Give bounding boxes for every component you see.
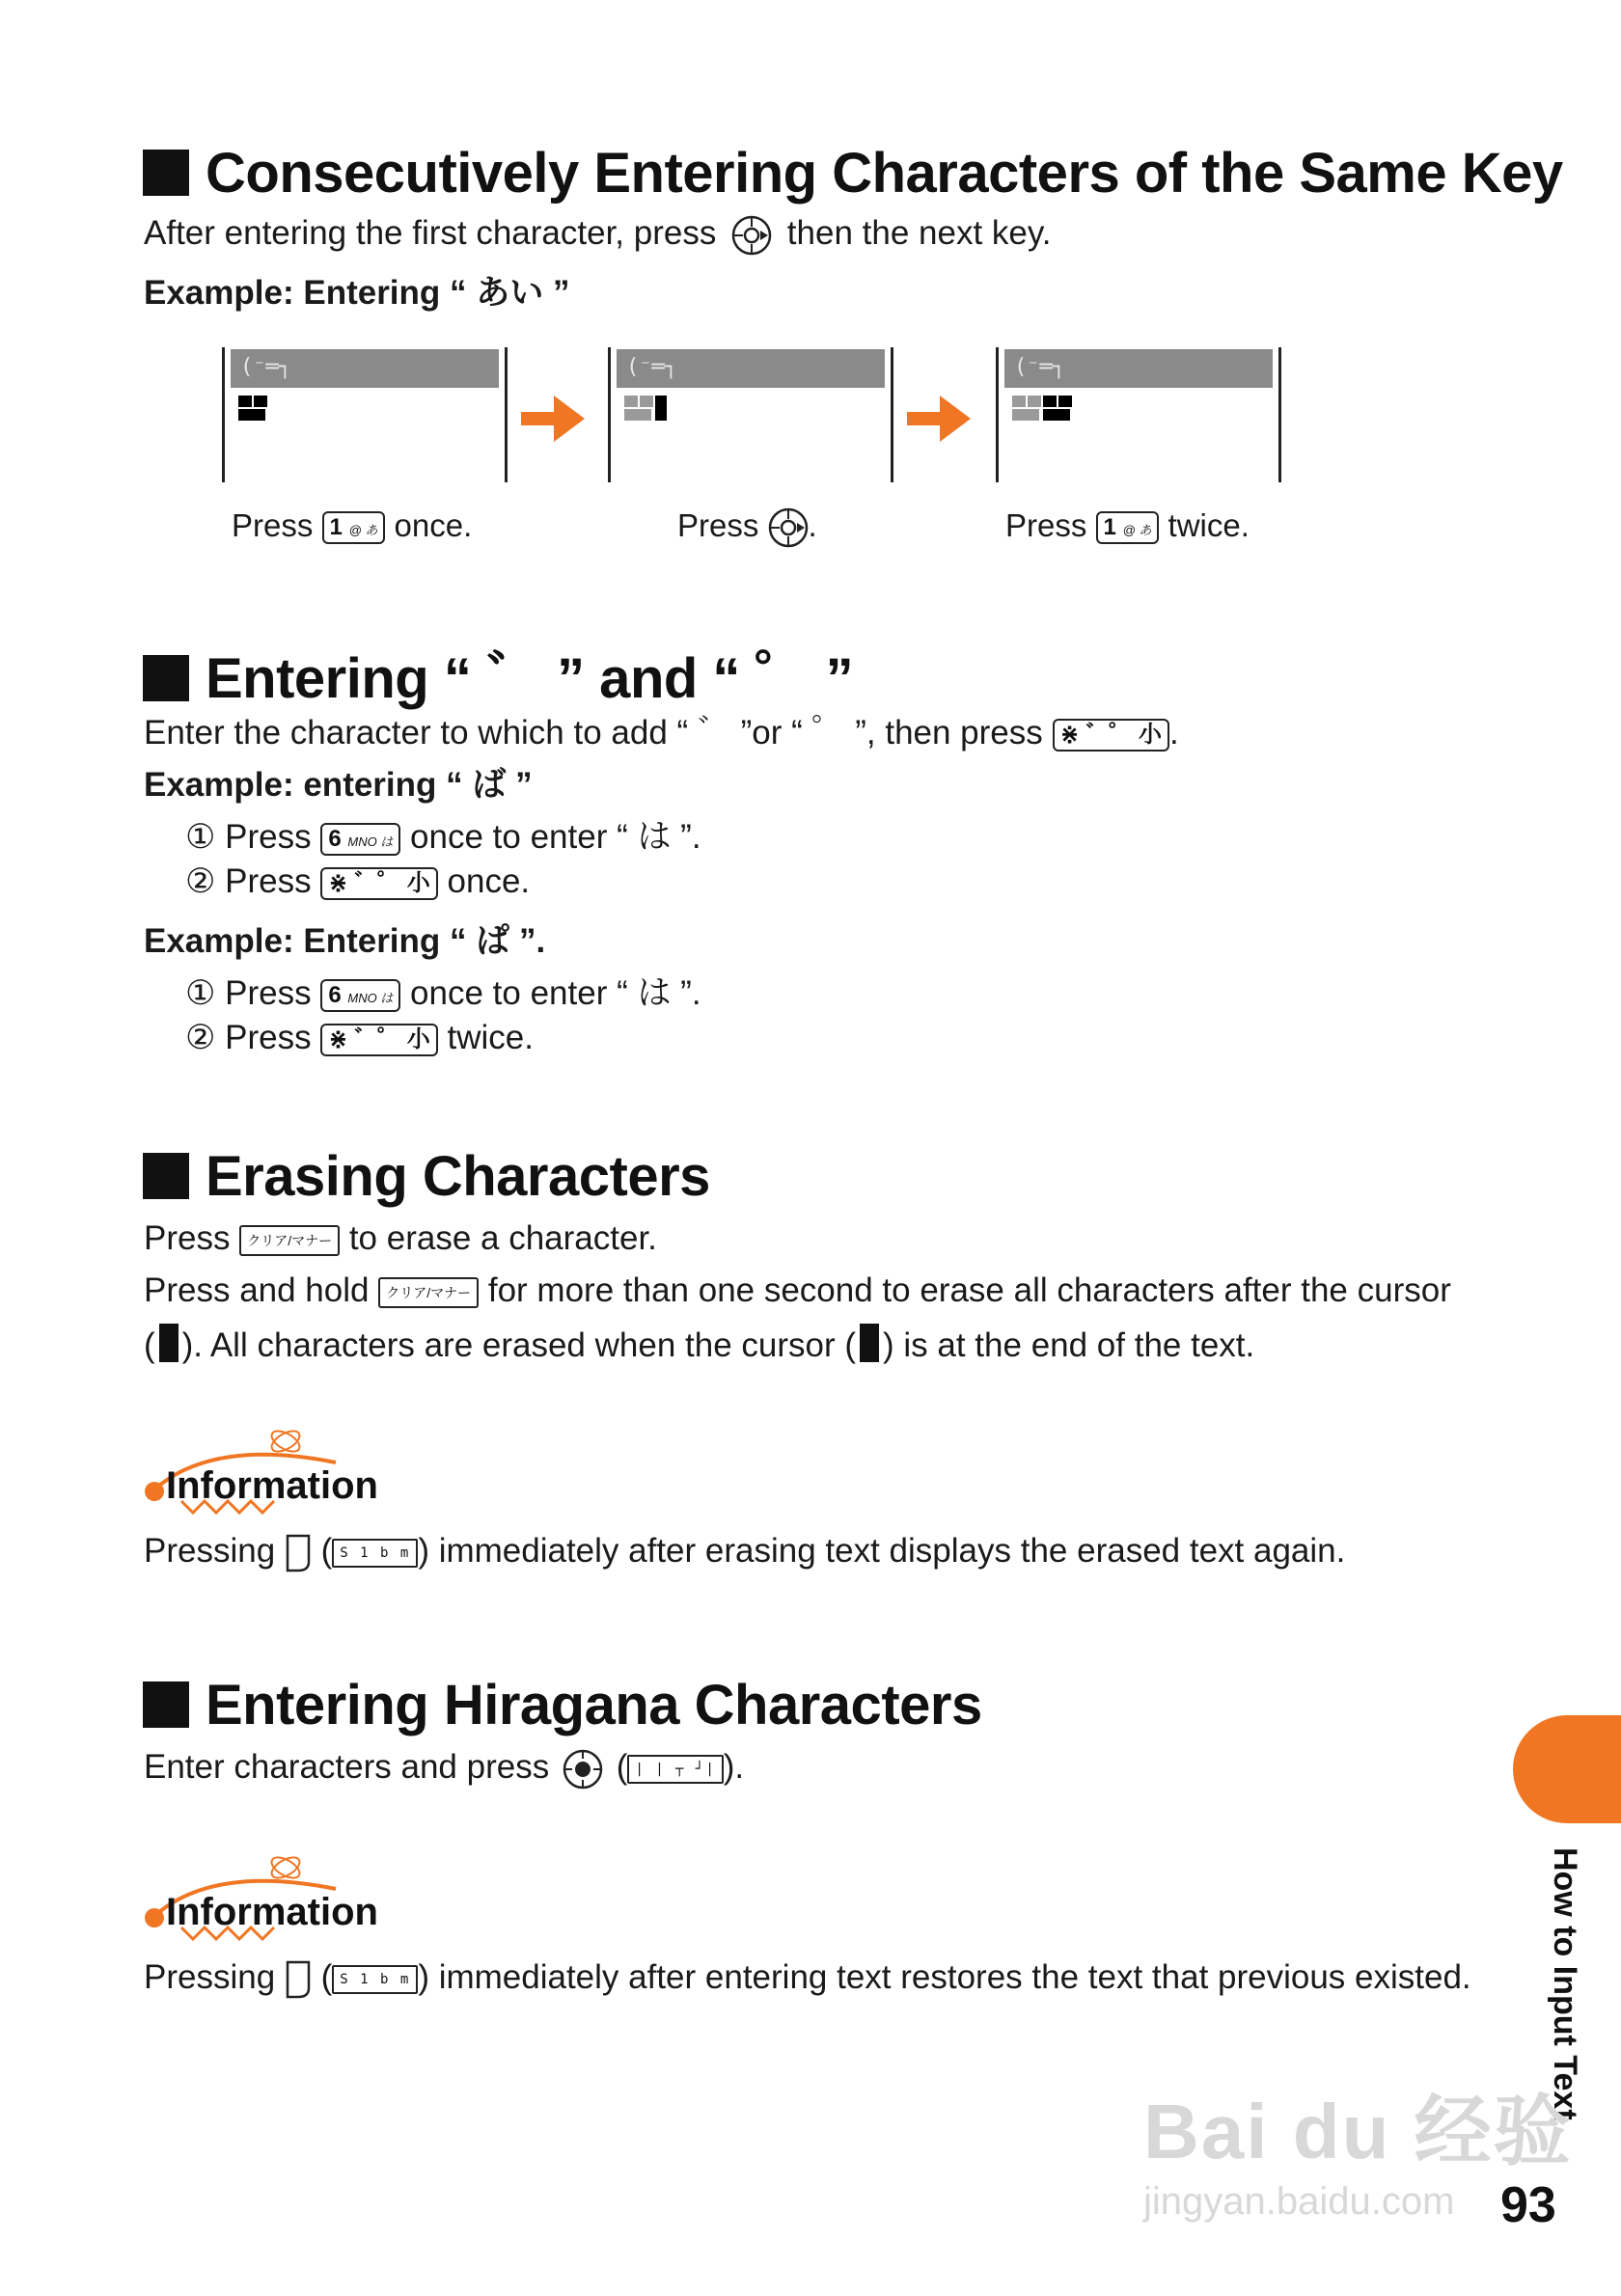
information-title: Information [166,1891,378,1933]
line-text: Pressing [144,1532,276,1570]
key-sub-label: MNO は [347,990,394,1005]
arrow-right-icon [521,396,585,442]
section2-intro [144,706,1179,754]
screen-char-block [1028,396,1041,407]
line-text: Press and hold [144,1271,370,1309]
line-text: Pressing [144,1958,276,1996]
screen-char-block [624,396,638,407]
soft-key-label-icon [332,1965,418,1994]
section-heading-hiragana [143,1673,982,1737]
information-title: Information [166,1464,378,1507]
step-number: ② [185,862,216,900]
section-heading-erasing [143,1144,710,1209]
caption-2 [677,507,817,548]
screen-status-bar [231,349,499,388]
caption-press-text: Press [1005,507,1087,543]
intro-text: Enter the character to which to add “ ゛ ”or “ ゜ ”, then press [144,714,1043,752]
line-text: ). All characters are erased when the cursor ( [181,1326,857,1364]
star-key-icon [1053,719,1169,752]
star-key-icon [320,1024,437,1056]
soft-key-label-icon [627,1755,723,1784]
screen-char-block [1043,396,1057,407]
caption-after-text: . [808,507,817,543]
screen-char-block [1043,409,1070,421]
screen-char-block [624,409,651,421]
key-label: 1 [329,514,343,541]
line-text: to erase a character. [348,1219,657,1257]
caption-1 [232,507,472,544]
heading-square-icon [143,1153,189,1199]
example1-step-1 [185,810,701,859]
key-label: | | ┬ ┘| [635,1761,716,1777]
example1-step-2 [185,862,530,901]
intro-text-after: then the next key. [786,214,1052,252]
line-text: ( [616,1748,628,1786]
clear-key-icon [239,1225,340,1256]
key-sub-label: MNO は [347,834,394,849]
screen-char-block [1012,396,1026,407]
arrow-right-icon [907,396,971,442]
screen-char-block [640,396,653,407]
erase-line-2 [144,1271,1451,1310]
line-text: ( [144,1326,155,1364]
cursor-icon [159,1324,179,1362]
step-after-text: once. [447,862,531,900]
heading-square-icon [143,655,189,701]
key-label: ⋇ ゛゜ 小 [328,1025,430,1052]
step-after-text: twice. [447,1019,534,1056]
section1-title: Consecutively Entering Characters of the Same Key [206,142,1563,205]
section2-example-1: Example: entering “ ば ” [144,766,533,804]
heading-square-icon [143,1681,189,1728]
status-bar-text: (⁻═┐ [240,355,291,379]
erase-line-3 [144,1324,1254,1365]
step-after-text: once to enter “ は ”. [410,974,701,1012]
step-press-text: Press [225,974,312,1012]
step-press-text: Press [225,818,312,856]
left-soft-key-icon [285,1533,312,1573]
line-text: ) immediately after erasing text displays the erased text again. [418,1532,1346,1570]
line-text: ( [320,1958,333,1996]
step-press-text: Press [225,1019,312,1056]
center-navigation-key-icon [731,215,772,256]
cursor-icon [860,1324,879,1362]
section2-example-2: Example: Entering “ ぱ ”. [144,922,546,960]
soft-key-label-icon [332,1539,418,1568]
screen-char-block [238,409,265,421]
section4-text [144,1748,744,1790]
key-label: S 1 b m [340,1544,411,1561]
center-select-key-icon [563,1749,603,1790]
line-text: ). [723,1748,745,1786]
screen-status-bar [1004,349,1273,388]
heading-square-icon [143,150,189,196]
key-label: 6 [328,825,342,852]
key-1-icon [322,511,386,544]
line-text: ) immediately after entering text restores the text that previous existed. [418,1958,1471,1996]
section3-title: Erasing Characters [206,1145,710,1208]
screen-cursor-block [655,396,667,421]
intro-text-before: After entering the first character, press [144,214,717,252]
section2-title: Entering “ ゛ ” and “ ゜ ” [206,647,854,710]
star-key-icon [320,867,437,900]
caption-3 [1005,507,1250,544]
screen-status-bar [617,349,885,388]
phone-screen-3 [996,347,1281,482]
status-bar-text: (⁻═┐ [1014,355,1065,379]
key-label: 1 [1103,514,1116,541]
step-number: ① [185,974,216,1012]
key-sub-label: @ あ [348,523,378,538]
key-sub-label: @ あ [1122,523,1152,538]
screen-char-block [238,396,252,407]
section1-example: Example: Entering “ あい ” [144,274,570,312]
key-6-icon [320,979,400,1012]
step-number: ② [185,1019,216,1056]
intro-end: . [1168,714,1179,752]
line-text: ( [320,1532,333,1570]
key-label: S 1 b m [340,1971,411,1987]
screen-char-block [1012,409,1039,421]
key-1-icon [1096,511,1160,544]
section1-intro [144,214,1052,256]
key-label: ⋇ ゛゜ 小 [1059,721,1162,748]
caption-after-text: twice. [1168,507,1250,543]
section4-title: Entering Hiragana Characters [206,1674,982,1736]
step-press-text: Press [225,862,312,900]
info1-text [144,1532,1345,1573]
watermark-logo: Bai du 经验 [1143,2089,1573,2174]
screen-char-block [254,396,267,407]
key-label: クリア/マナー [247,1232,333,1248]
caption-after-text: once. [394,507,473,543]
erase-line-1 [144,1219,657,1258]
caption-press-text: Press [677,507,759,543]
left-soft-key-icon [285,1959,312,2000]
line-text: ) is at the end of the text. [883,1326,1255,1364]
page-number: 93 [1500,2177,1556,2233]
phone-screen-1 [222,347,508,482]
screen-char-block [1058,396,1072,407]
key-6-icon [320,823,400,856]
step-after-text: once to enter “ は ”. [410,818,701,856]
info2-text [144,1958,1471,2000]
watermark-url: jingyan.baidu.com [1143,2180,1455,2223]
step-number: ① [185,818,216,856]
example2-step-1 [185,967,701,1015]
caption-press-text: Press [232,507,314,543]
line-text: Enter characters and press [144,1748,550,1786]
center-navigation-key-icon [768,507,809,548]
example2-step-2 [185,1019,534,1057]
section-heading-consecutive [143,141,1563,205]
phone-screen-2 [608,347,893,482]
status-bar-text: (⁻═┐ [626,355,677,379]
line-text: Press [144,1219,231,1257]
key-label: 6 [328,981,342,1008]
clear-key-icon [378,1277,479,1308]
section-heading-dakuten [143,633,853,714]
chapter-tab [1513,1715,1621,1823]
key-label: ⋇ ゛゜ 小 [328,869,430,896]
line-text: for more than one second to erase all characters after the cursor [487,1271,1451,1309]
chapter-side-label: How to Input Text [1547,1847,1583,2120]
key-label: クリア/マナー [386,1284,472,1300]
